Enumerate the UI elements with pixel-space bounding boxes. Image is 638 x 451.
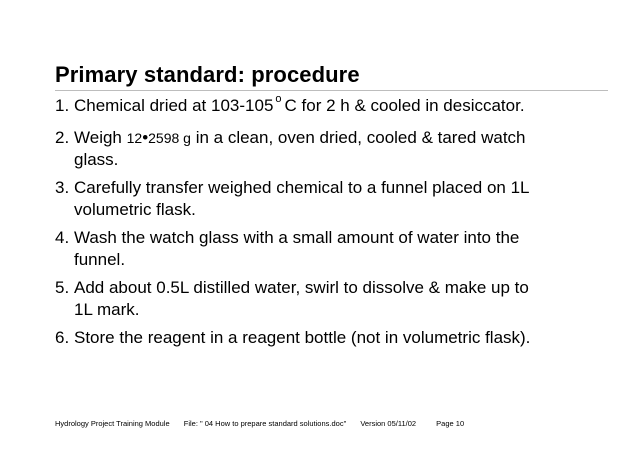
item-number: 3. [55,178,70,197]
weight-integer: 12 [126,130,143,146]
list-item [55,127,625,171]
item-text: Weigh [74,128,127,147]
list-item [55,95,625,119]
list-item [55,227,625,271]
item-text: in a clean, oven dried, cooled & tared watch [190,128,526,147]
item-text-continued: volumetric flask. [74,200,196,219]
degree-superscript: o [275,93,282,105]
weight-separator: • [142,128,149,147]
footer-page: Page 10 [436,419,465,428]
list-item [55,327,625,349]
footer-version: Version 05/11/02 [360,419,417,428]
item-number: 2. [55,128,70,147]
item-text: C for 2 h & cooled in desiccator. [284,96,525,115]
footer-file: File: " 04 How to prepare standard solutions.doc" [183,419,347,428]
item-text-continued: 1L mark. [74,300,140,319]
item-number: 4. [55,228,70,247]
list-item [55,177,625,221]
item-text: Add about 0.5L distilled water, swirl to dissolve & make up to [74,278,529,297]
list-item [55,277,625,321]
item-text: Store the reagent in a reagent bottle (not in volumetric flask). [74,328,531,347]
item-text-continued: funnel. [74,250,126,269]
footer-module: Hydrology Project Training Module [55,419,170,428]
item-text: Carefully transfer weighed chemical to a funnel placed on 1L [74,178,530,197]
procedure-list [55,95,625,355]
item-number: 6. [55,328,70,347]
slide-footer [55,419,464,428]
item-text-continued: glass. [74,150,119,169]
item-text: Wash the watch glass with a small amount of water into the [74,228,520,247]
item-text: Chemical dried at 103-105 [74,96,274,115]
item-number: 5. [55,278,70,297]
item-number: 1. [55,96,70,115]
slide-title: Primary standard: procedure [55,62,360,87]
title-divider [55,90,608,91]
weight-fraction: 2598 g [148,130,191,146]
